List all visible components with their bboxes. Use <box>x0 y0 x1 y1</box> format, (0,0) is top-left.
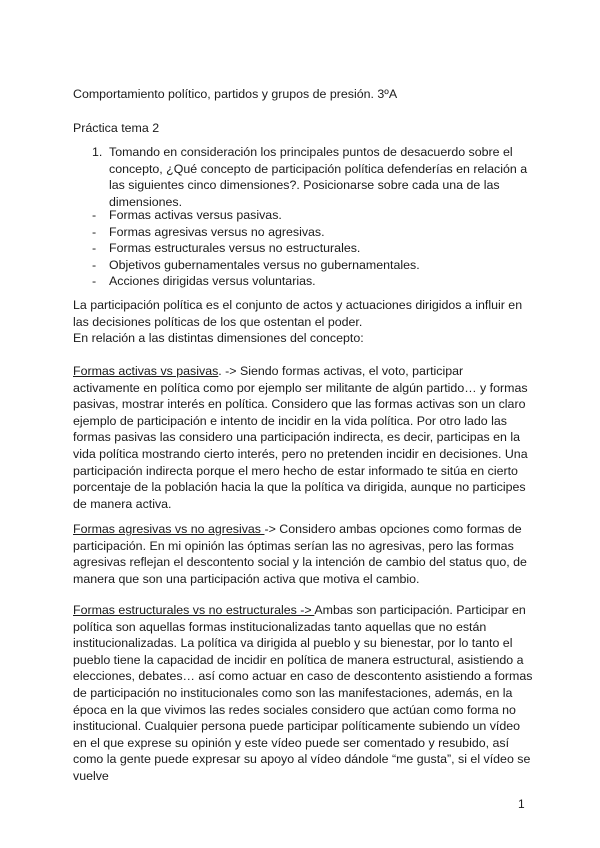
dash-marker: - <box>92 224 97 239</box>
dash-marker: - <box>92 257 97 272</box>
intro-paragraph <box>73 297 533 347</box>
list-item <box>92 240 532 257</box>
section-body: Ambas son participación. Participar en política son aquellas formas institucionalizadas tanto aquellas que no están institucionalizadas. La política va dirigida al pueblo y su bienestar, por lo tanto el pueblo tiene la capacidad de incidir en política de manera estructural, asistiendo a elecciones, debates… así como actuar en caso de descontento asistiendo a formas de participación no institucionales como son las manifestaciones, además, en la época en la que vivimos las redes sociales considero que actúan como forma no institucional. Cualquier persona puede participar políticamente subiendo un vídeo en el que exprese su opinión y este vídeo puede ser comentado y resubido, así como la gente puede expresar su apoyo al vídeo dándole “me gusta”, si el vídeo se vuelve <box>73 603 533 783</box>
section-heading: Formas agresivas vs no agresivas <box>73 522 265 536</box>
dash-marker: - <box>92 274 97 289</box>
section-body: . -> Siendo formas activas, el voto, participar activamente en política como por ejemplo ser militante de algún partido… y formas pasivas, mostrar interés en política. Considero que las formas activas son un claro ejemplo de participación e intento de incidir en la vida política. Por otro lado las formas pasivas las considero una participación indirecta, es decir, participas en la vida política mostrando cierto interés, pero no pretenden incidir en decisiones. Una participación indirecta porque el mero hecho de estar informado te sitúa en cierto porcentaje de la población hacia la que la política va dirigida, aunque no participes de manera activa. <box>73 364 528 511</box>
list-item <box>92 257 532 274</box>
page-number: 1 <box>518 797 525 811</box>
document-subtitle: Práctica tema 2 <box>73 121 160 135</box>
dimension-text: Formas agresivas versus no agresivas. <box>109 224 325 239</box>
section-heading: Formas activas vs pasivas <box>73 364 219 378</box>
list-item <box>92 273 532 290</box>
section-heading: Formas estructurales vs no estructurales -> <box>73 603 315 617</box>
document-title: Comportamiento político, partidos y grupos de presión. 3ºA <box>73 87 398 101</box>
section-agresivas <box>73 521 533 587</box>
dimensions-list <box>92 207 532 290</box>
dash-marker: - <box>92 208 97 222</box>
intro-line-1: La participación política es el conjunto de actos y actuaciones dirigidos a influir en las decisiones políticas de los que ostentan el poder. <box>73 298 523 329</box>
dimension-text: Acciones dirigidas versus voluntarias. <box>109 274 316 289</box>
dimension-text: Formas estructurales versus no estructurales. <box>109 241 361 256</box>
section-estructurales <box>73 602 533 785</box>
section-body: -> Considero ambas opciones como formas de participación. En mi opinión las óptimas serían las no agresivas, pero las formas agresivas reflejan el descontento social y la intención de cambio del status quo, de manera que son una participación activa que motiva el cambio. <box>73 522 527 586</box>
list-item <box>92 207 532 224</box>
dash-marker: - <box>92 241 97 256</box>
dimension-text: Objetivos gubernamentales versus no gubernamentales. <box>109 257 420 272</box>
question-text: Tomando en consideración los principales puntos de desacuerdo sobre el concepto, ¿Qué concepto de participación política defenderías en relación a las siguientes cinco dimensiones?. Posicionarse sobre cada una de las dimensiones. <box>109 145 528 209</box>
intro-line-2: En relación a las distintas dimensiones del concepto: <box>73 331 364 346</box>
question-number: 1. <box>92 145 103 159</box>
section-activas-pasivas <box>73 363 533 512</box>
dimension-text: Formas activas versus pasivas. <box>109 208 282 222</box>
list-item <box>92 224 532 241</box>
